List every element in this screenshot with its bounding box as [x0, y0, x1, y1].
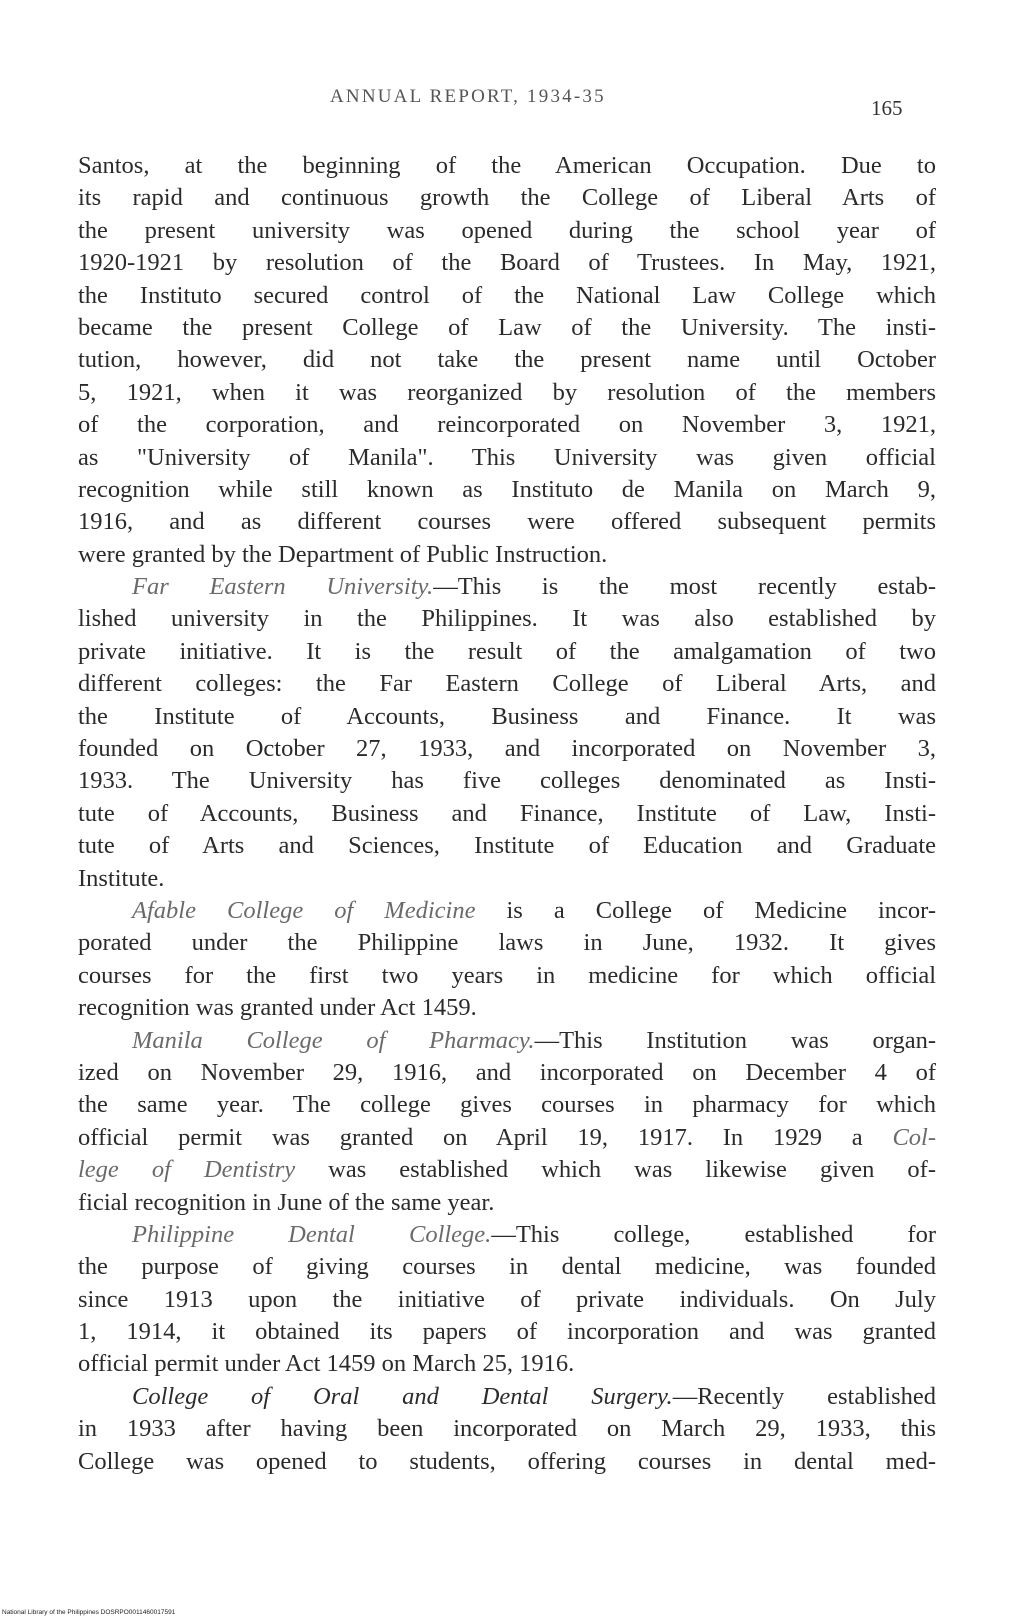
text-line: recognition was granted under Act 1459. [78, 994, 477, 1022]
text-line: the Instituto secured control of the National Law College which [78, 281, 936, 309]
text-line: lished university in the Philippines. It was also established by [78, 605, 936, 633]
text-line: porated under the Philippine laws in June, 1932. It gives [78, 929, 936, 957]
text-line: Institute. [78, 864, 165, 892]
text-line: as "University of Manila". This University was given official [78, 443, 936, 471]
text-line: founded on October 27, 1933, and incorporated on November 3, [78, 735, 936, 763]
text-line: Santos, at the beginning of the American Occupation. Due to [78, 152, 936, 179]
section-heading: Afable College of Medicine [132, 896, 476, 924]
text-line: Philippine Dental College.—This college, established for [132, 1220, 936, 1248]
text-line: Manila College of Pharmacy.—This Institution was organ- [132, 1026, 936, 1054]
text-line: tute of Arts and Sciences, Institute of Education and Graduate [78, 832, 936, 860]
text-line: since 1913 upon the initiative of private individuals. On July [78, 1285, 936, 1313]
text-line: 1916, and as different courses were offered subsequent permits [78, 508, 936, 536]
text-line: the Institute of Accounts, Business and Finance. It was [78, 702, 936, 730]
section-heading: Far Eastern University. [132, 573, 434, 601]
section-heading: Manila College of Pharmacy. [132, 1026, 535, 1054]
text-line: lege of Dentistry was established which was likewise given of- [78, 1156, 936, 1184]
text-line: ized on November 29, 1916, and incorporated on December 4 of [78, 1058, 936, 1086]
running-head: ANNUAL REPORT, 1934-35 [330, 86, 606, 107]
text-line: ficial recognition in June of the same year. [78, 1188, 495, 1216]
text-line: tute of Accounts, Business and Finance, Institute of Law, Insti- [78, 799, 936, 827]
page-header [0, 86, 1010, 126]
text-line: different colleges: the Far Eastern College of Liberal Arts, and [78, 670, 936, 698]
text-line: Afable College of Medicine is a College of Medicine incor- [132, 896, 936, 924]
text-line: were granted by the Department of Public Instruction. [78, 540, 608, 568]
text-line: official permit was granted on April 19, 1917. In 1929 a Col- [78, 1123, 936, 1151]
text-line: courses for the first two years in medicine for which official [78, 961, 936, 989]
text-line: Far Eastern University.—This is the most recently estab- [132, 573, 936, 601]
section-heading: Philippine Dental College. [132, 1220, 492, 1248]
text-line: recognition while still known as Instituto de Manila on March 9, [78, 475, 936, 503]
text-line: the same year. The college gives courses in pharmacy for which [78, 1091, 936, 1119]
section-heading: College of Oral and Dental Surgery. [132, 1382, 673, 1410]
text-line: private initiative. It is the result of the amalgamation of two [78, 637, 936, 665]
scan-credit: National Library of the Philippines DOSRPO0011460017591 [2, 1609, 176, 1616]
text-line: College was opened to students, offering courses in dental med- [78, 1447, 936, 1475]
text-line: of the corporation, and reincorporated on November 3, 1921, [78, 411, 936, 439]
text-line: 1920-1921 by resolution of the Board of Trustees. In May, 1921, [78, 249, 936, 277]
text-line: 1933. The University has five colleges denominated as Insti- [78, 767, 936, 795]
text-line: 1, 1914, it obtained its papers of incorporation and was granted [78, 1318, 936, 1346]
body-text [78, 150, 936, 1478]
text-line: the present university was opened during the school year of [78, 216, 936, 244]
text-line: tution, however, did not take the present name until October [78, 346, 936, 374]
text-line: its rapid and continuous growth the College of Liberal Arts of [78, 184, 936, 212]
text-line: became the present College of Law of the University. The insti- [78, 313, 936, 341]
text-line: College of Oral and Dental Surgery.—Recently established [132, 1382, 936, 1410]
page-number: 165 [871, 96, 903, 120]
text-line: official permit under Act 1459 on March 25, 1916. [78, 1350, 575, 1378]
text-line: 5, 1921, when it was reorganized by resolution of the members [78, 378, 936, 406]
text-line: in 1933 after having been incorporated on March 29, 1933, this [78, 1415, 936, 1443]
text-line: the purpose of giving courses in dental medicine, was founded [78, 1253, 936, 1281]
